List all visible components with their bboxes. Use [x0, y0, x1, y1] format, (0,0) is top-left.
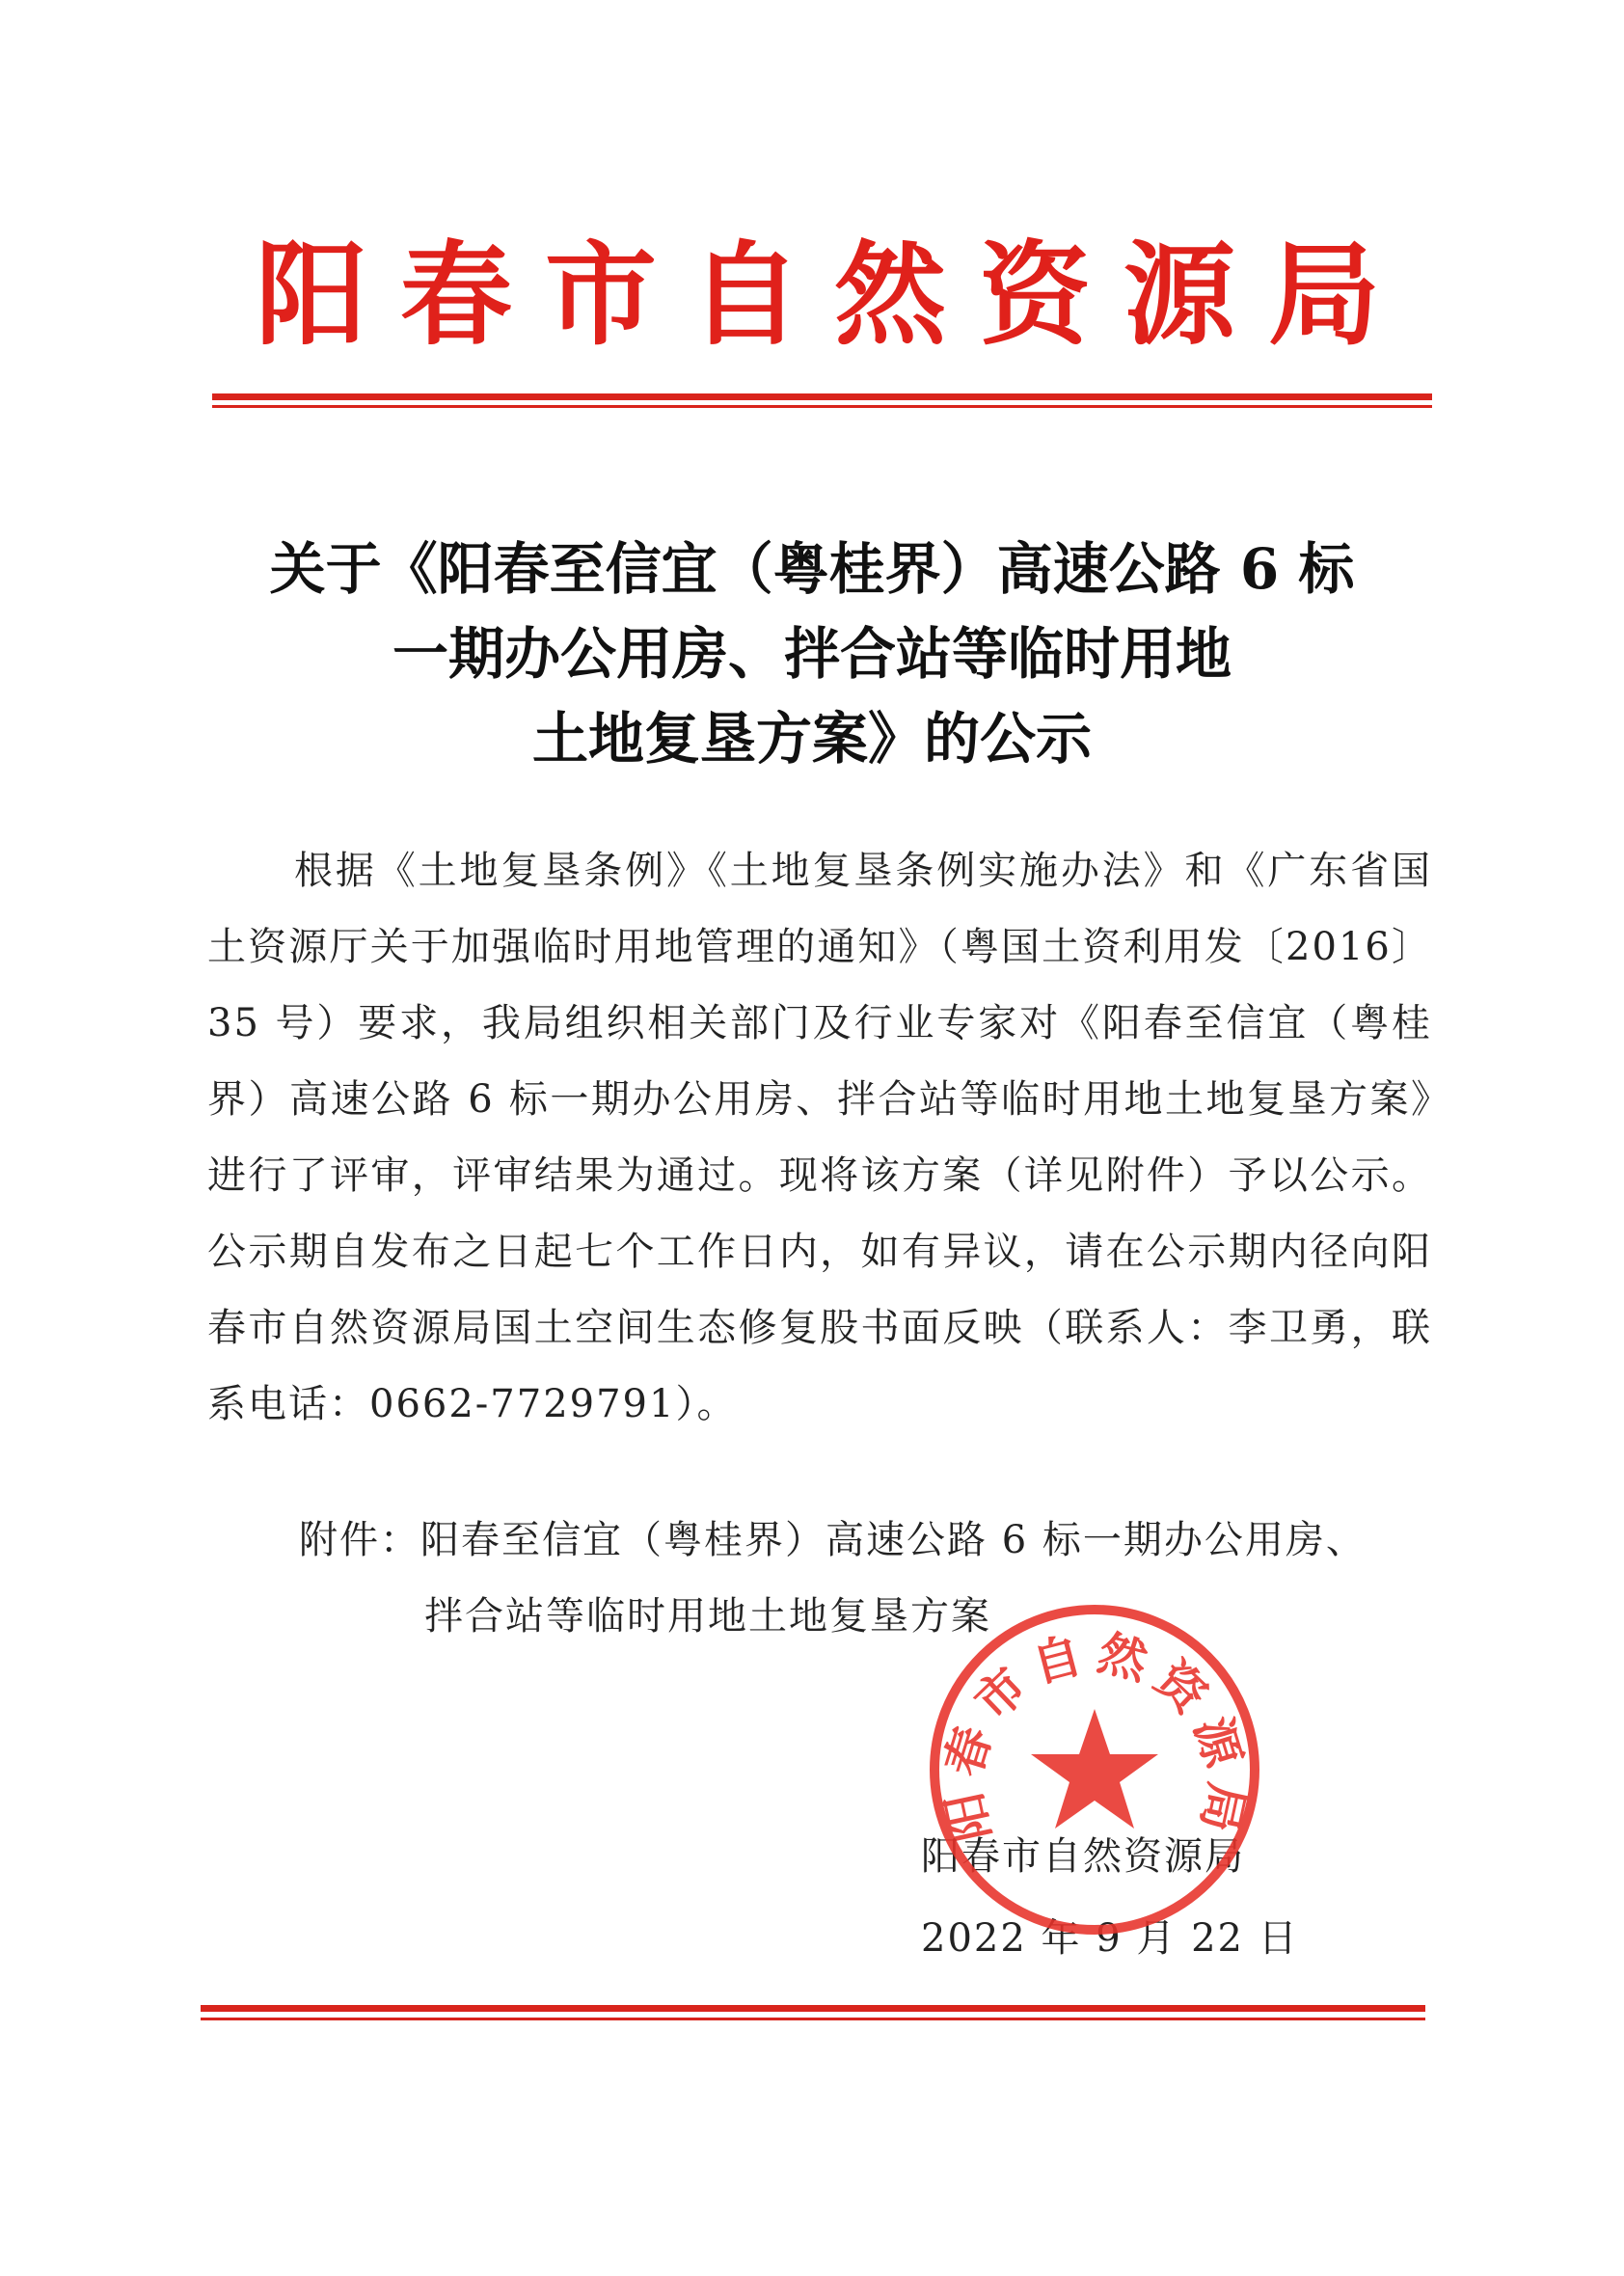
masthead: 阳春市自然资源局 [256, 230, 1413, 361]
seal-text: 阳春市自然资源局 [934, 1624, 1256, 1847]
footer-rule-thin [201, 2018, 1425, 2020]
body-paragraph: 根据《土地复垦条例》《土地复垦条例实施办法》和《广东省国土资源厅关于加强临时用地管理的通知》（粤国土资利用发〔2016〕35 号）要求，我局组织相关部门及行业专家对《阳春至信宜（粤桂界）高速公路 6 标一期办公用房、拌合站等临时用地土地复垦方案》进行了评审，评审结果为通过。现将该方案（详见附件）予以公示。公示期自发布之日起七个工作日内，如有异议，请在公示期内径向阳春市自然资源局国土空间生态修复股书面反映（联系人：李卫勇，联系电话：0662-7729791）。 [207, 849, 1432, 1426]
signature-date: 2022 年 9 月 22 日 [921, 1916, 1299, 1961]
title-line-3: 土地复垦方案》的公示 [531, 706, 1092, 772]
attachment-line-1: 附件：阳春至信宜（粤桂界）高速公路 6 标一期办公用房、 [299, 1518, 1367, 1562]
attachment-line-2: 拌合站等临时用地土地复垦方案 [424, 1594, 991, 1639]
seal-star-icon [1031, 1709, 1158, 1829]
title-line-2: 一期办公用房、拌合站等临时用地 [392, 621, 1232, 687]
official-seal [926, 1601, 1263, 1938]
signature-org: 阳春市自然资源局 [921, 1834, 1245, 1879]
title-line-1: 关于《阳春至信宜（粤桂界）高速公路 6 标 [269, 536, 1355, 602]
masthead-rule-thick [212, 393, 1432, 400]
footer-rule-thick [201, 2005, 1425, 2012]
masthead-rule-thin [212, 405, 1432, 408]
